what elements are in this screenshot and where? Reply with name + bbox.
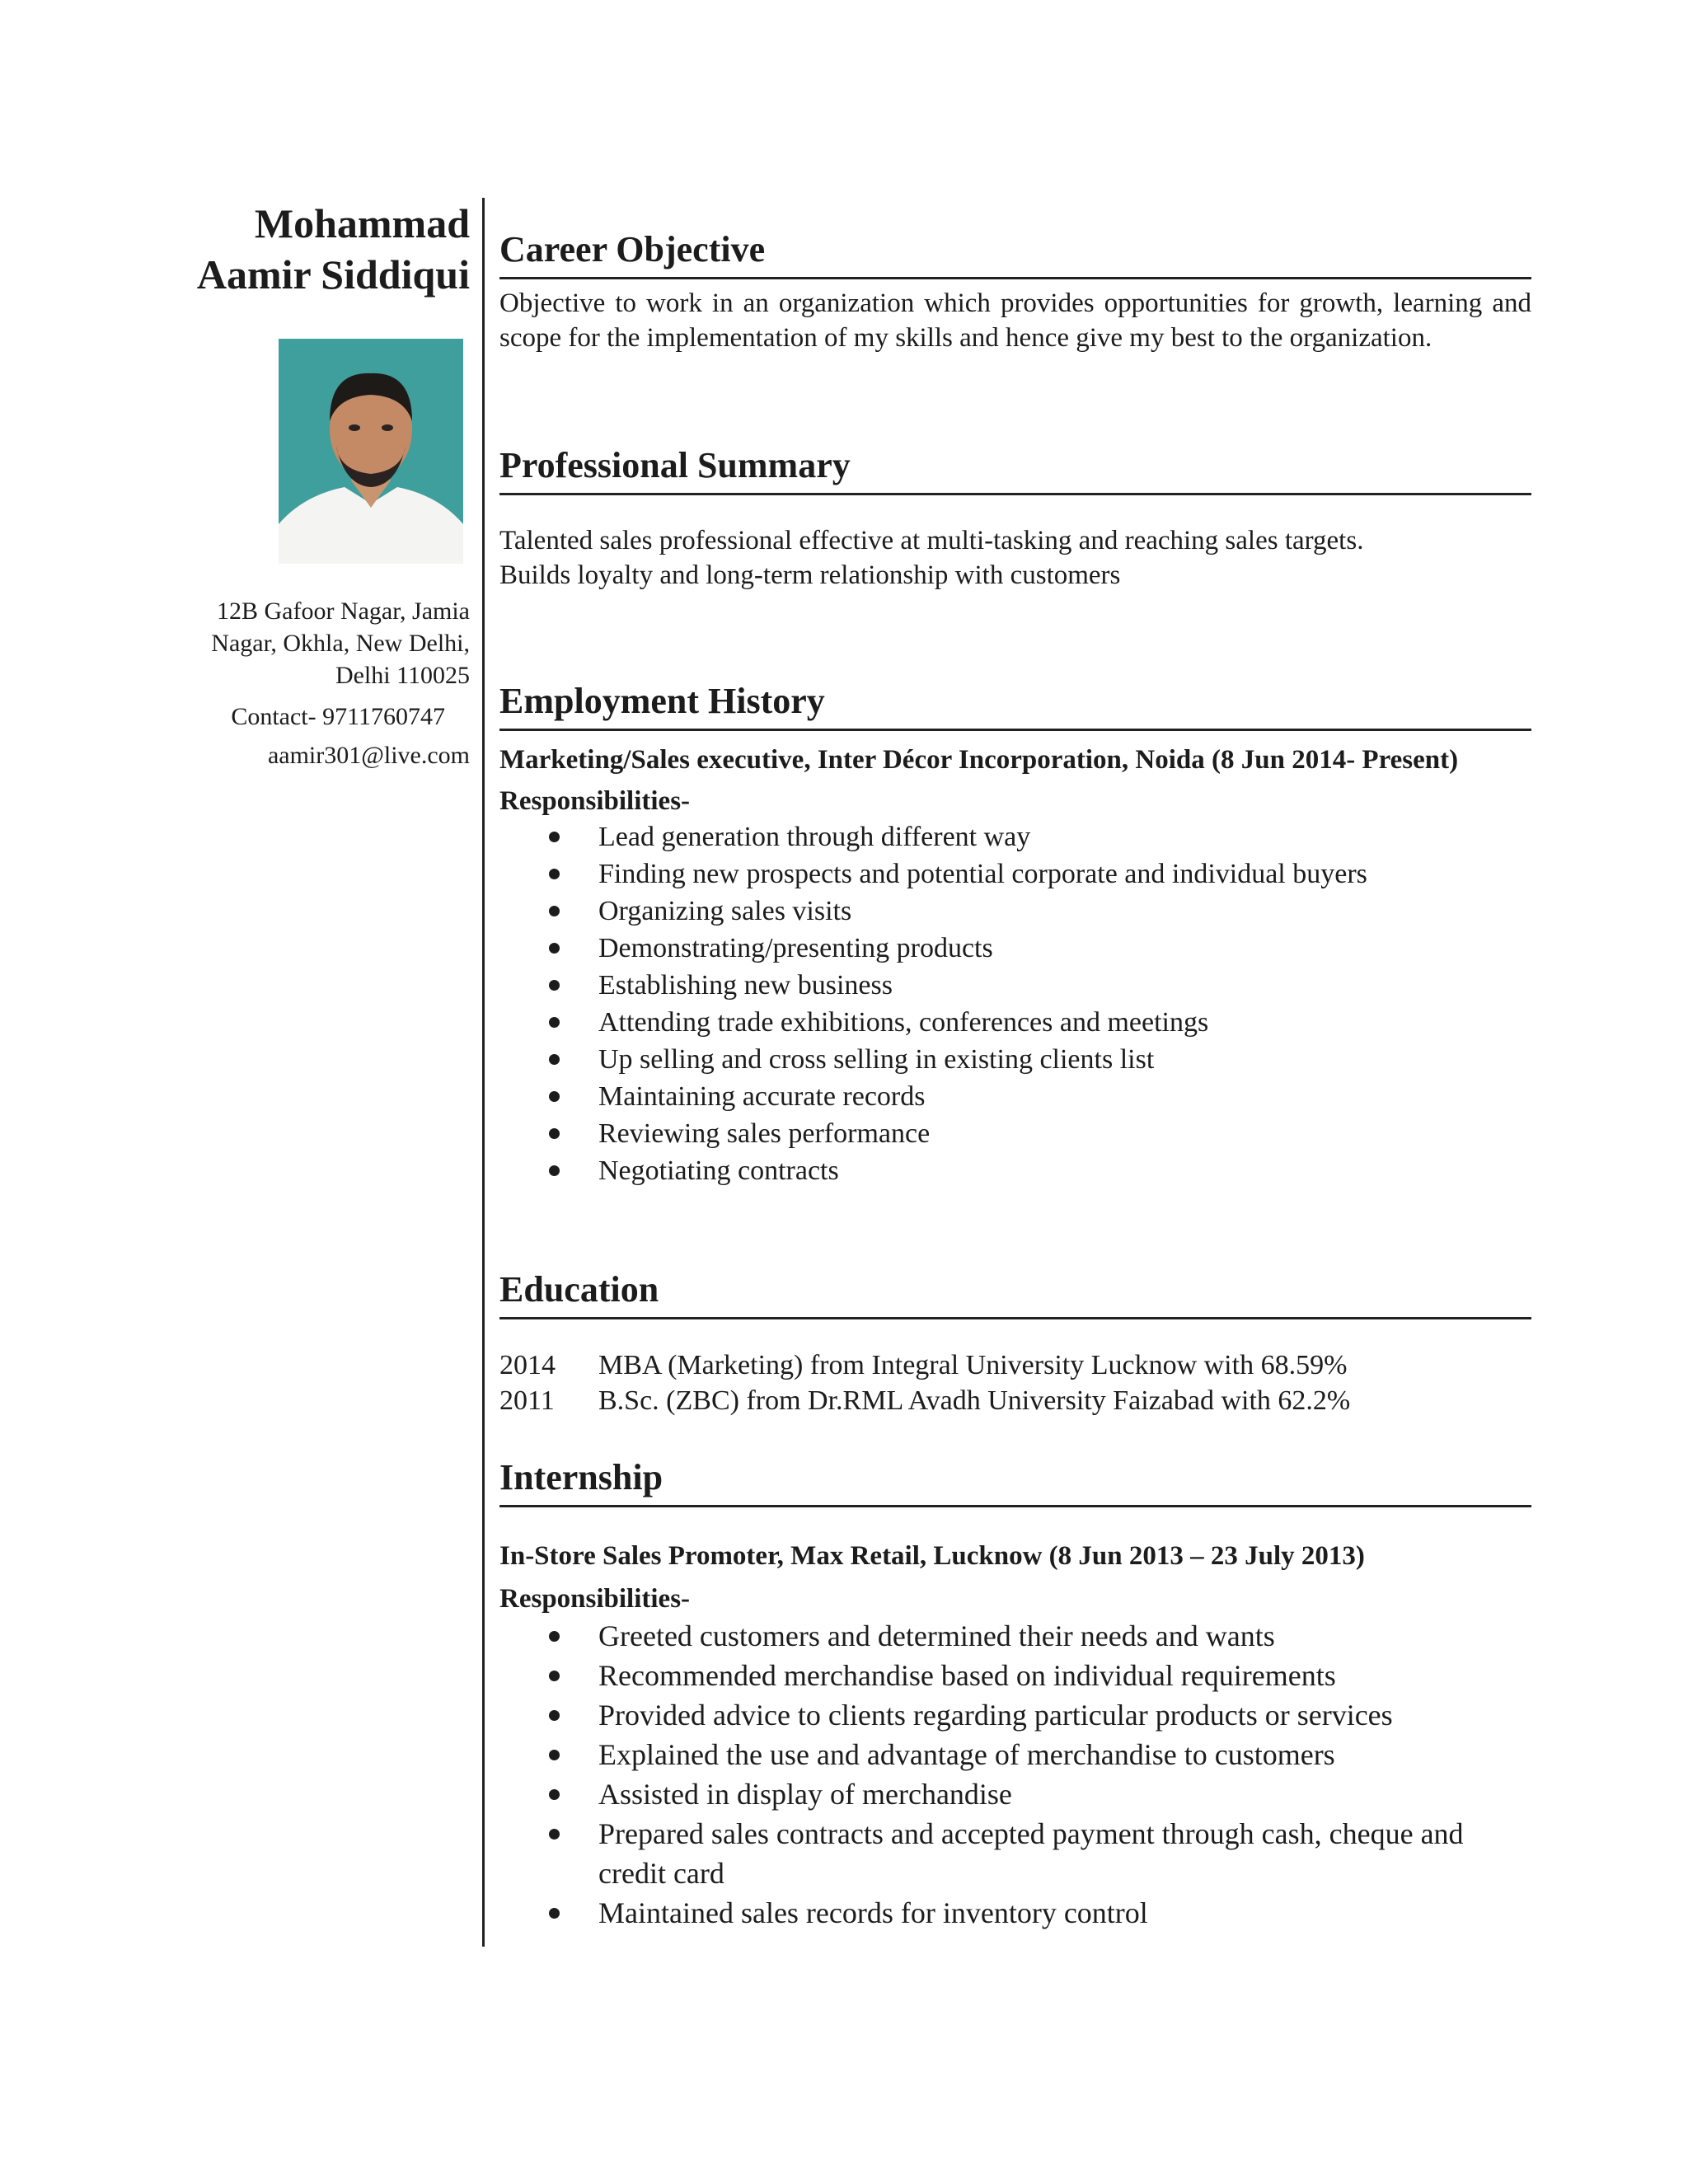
bullet-icon (549, 832, 560, 842)
education-row (499, 1347, 1531, 1383)
internship-title: Internship (499, 1455, 1531, 1507)
list-item: Establishing new business (499, 967, 1531, 1004)
profile-photo (279, 339, 463, 564)
list-item: Greeted customers and determined their needs and wants (499, 1616, 1531, 1656)
bullet-icon (549, 1710, 560, 1721)
name-line-1: Mohammad (254, 200, 470, 246)
education-year: 2014 (499, 1350, 556, 1380)
list-item: Organizing sales visits (499, 893, 1531, 930)
bullet-icon (549, 869, 560, 879)
education-year: 2011 (499, 1385, 555, 1416)
education-detail: MBA (Marketing) from Integral University Lucknow with 68.59% (598, 1350, 1348, 1380)
internship-section (499, 1455, 1531, 1933)
bullet-icon (549, 1671, 560, 1681)
employment-job-title: Marketing/Sales executive, Inter Décor Incorporation, Noida (8 Jun 2014- Present) (499, 745, 1459, 775)
employment-title: Employment History (499, 679, 1531, 731)
bullet-icon (549, 906, 560, 916)
professional-summary-section (499, 443, 1531, 593)
list-item: Maintained sales records for inventory control (499, 1893, 1531, 1933)
bullet-icon (549, 1631, 560, 1642)
bullet-icon (549, 1908, 560, 1919)
internship-job-title: In-Store Sales Promoter, Max Retail, Lucknow (8 Jun 2013 – 23 July 2013) (499, 1541, 1365, 1571)
list-item: Recommended merchandise based on individual requirements (499, 1656, 1531, 1695)
professional-summary-title: Professional Summary (499, 443, 1531, 495)
internship-responsibilities-label: Responsibilities- (499, 1584, 691, 1614)
name-line-2: Aamir Siddiqui (196, 251, 470, 298)
internship-responsibilities-list (499, 1616, 1531, 1933)
career-objective-section (499, 227, 1531, 355)
education-row (499, 1383, 1531, 1418)
address-line-1: 12B Gafoor Nagar, Jamia (216, 598, 470, 625)
bullet-icon (549, 1789, 560, 1800)
bullet-icon (549, 943, 560, 954)
list-item: Attending trade exhibitions, conferences and meetings (499, 1004, 1531, 1041)
contact-phone: Contact- 9711760747 (231, 703, 445, 730)
bullet-icon (549, 1091, 560, 1102)
address-line-2: Nagar, Okhla, New Delhi, (211, 630, 470, 657)
education-section (499, 1268, 1531, 1418)
bullet-icon (549, 1054, 560, 1065)
education-list (499, 1347, 1531, 1418)
contact-email: aamir301@live.com (267, 742, 470, 769)
list-item: Negotiating contracts (499, 1152, 1531, 1189)
education-title: Education (499, 1268, 1531, 1319)
column-divider (482, 198, 485, 1947)
profile-photo-image (279, 339, 463, 564)
employment-responsibilities-list (499, 818, 1531, 1189)
list-item: Provided advice to clients regarding particular products or services (499, 1695, 1531, 1735)
employment-responsibilities-label: Responsibilities- (499, 786, 691, 816)
bullet-icon (549, 1750, 560, 1760)
list-item: Up selling and cross selling in existing clients list (499, 1041, 1531, 1078)
bullet-icon (549, 1017, 560, 1028)
name-block (165, 198, 470, 300)
summary-line-2: Builds loyalty and long-term relationship with customers (499, 560, 1121, 590)
career-objective-title: Career Objective (499, 227, 1531, 279)
career-objective-text: Objective to work in an organization which provides opportunities for growth, learning and scope for the implementation of my skills and hence give my best to the organization. (499, 288, 1531, 353)
list-item: Assisted in display of merchandise (499, 1774, 1531, 1814)
address-line-3: Delhi 110025 (335, 662, 470, 689)
list-item: Prepared sales contracts and accepted payment through cash, cheque and credit card (499, 1814, 1531, 1893)
address (165, 595, 470, 691)
list-item: Finding new prospects and potential corporate and individual buyers (499, 855, 1531, 893)
bullet-icon (549, 1829, 560, 1840)
list-item: Explained the use and advantage of merchandise to customers (499, 1735, 1531, 1774)
bullet-icon (549, 980, 560, 991)
list-item: Demonstrating/presenting products (499, 930, 1531, 967)
education-detail: B.Sc. (ZBC) from Dr.RML Avadh University Faizabad with 62.2% (598, 1385, 1351, 1416)
list-item: Reviewing sales performance (499, 1115, 1531, 1152)
list-item: Lead generation through different way (499, 818, 1531, 855)
bullet-icon (549, 1128, 560, 1139)
summary-line-1: Talented sales professional effective at multi-tasking and reaching sales targets. (499, 526, 1364, 555)
bullet-icon (549, 1165, 560, 1176)
list-item: Maintaining accurate records (499, 1078, 1531, 1115)
employment-section (499, 679, 1531, 1189)
